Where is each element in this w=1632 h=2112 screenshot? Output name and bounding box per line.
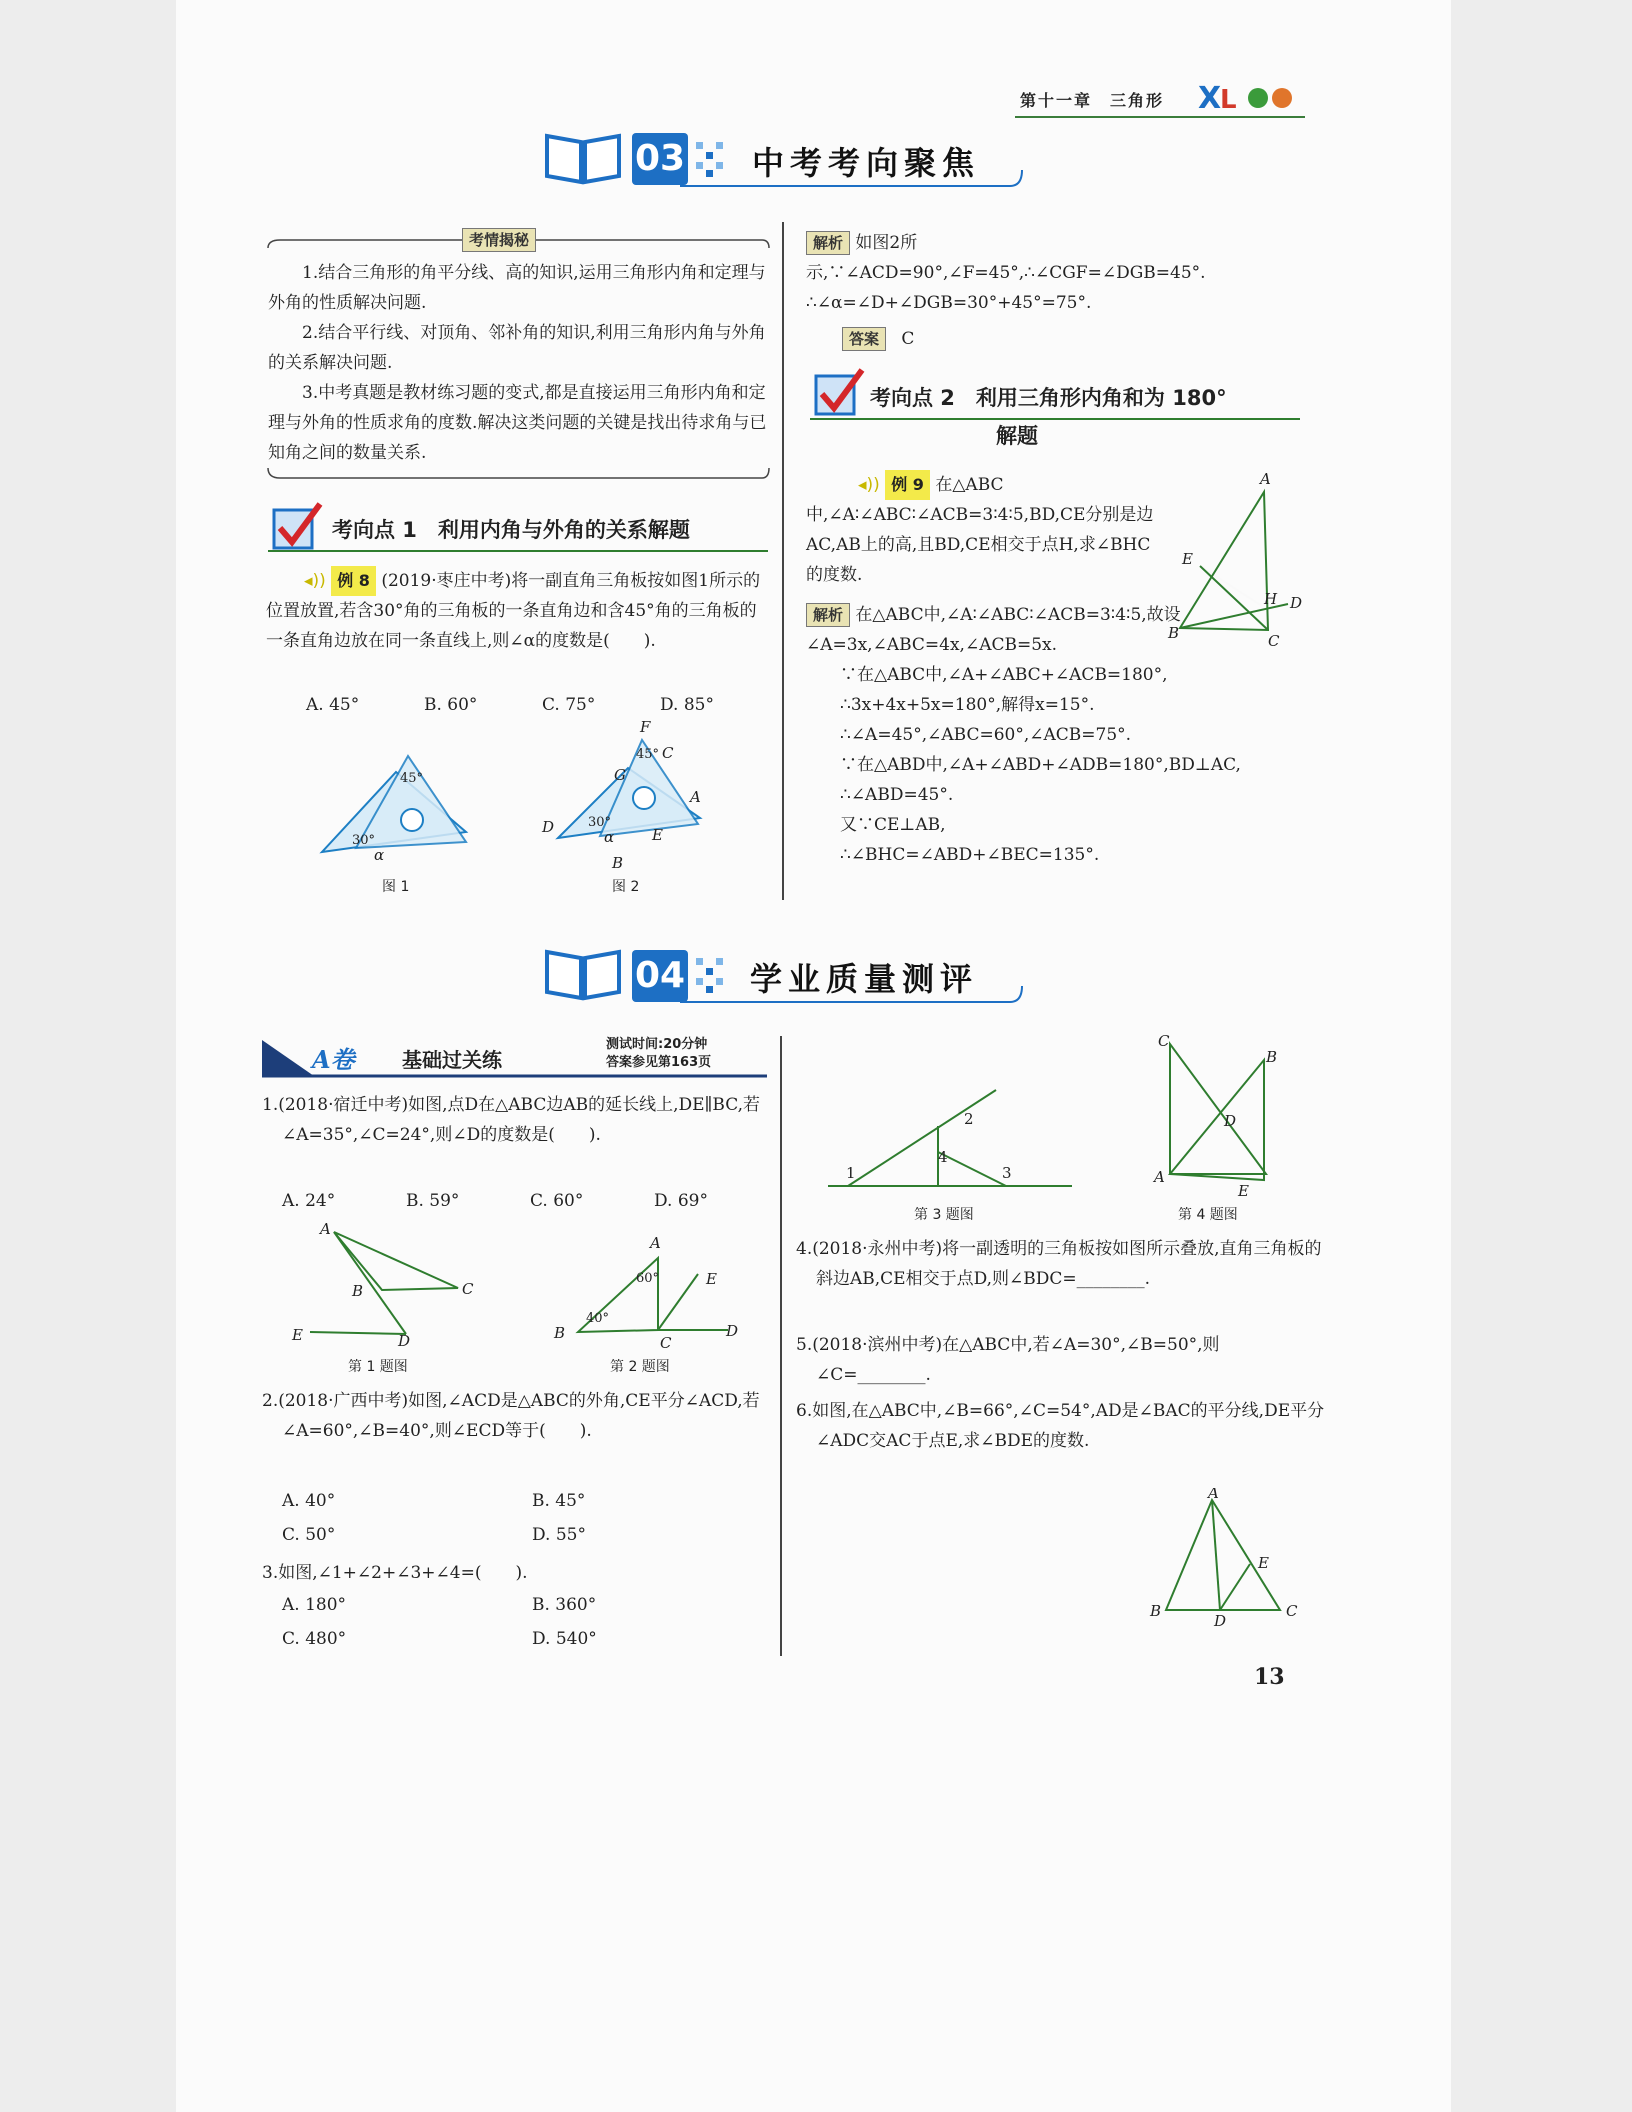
svg-text:D: D (1290, 594, 1303, 612)
choice: C. 60° (530, 1191, 584, 1211)
svg-text:E: E (706, 1270, 717, 1288)
svg-text:E: E (1182, 550, 1193, 568)
svg-text:A: A (1208, 1488, 1219, 1502)
secrets-item: 2.结合平行线、对顶角、邻补角的知识,利用三角形内角与外角的关系解决问题. (268, 323, 766, 373)
svg-text:D: D (1214, 1612, 1227, 1628)
svg-text:B: B (1266, 1048, 1278, 1066)
question-3-figure (826, 1082, 1076, 1192)
choice: A. 40° (282, 1491, 336, 1511)
svg-text:E: E (1238, 1182, 1249, 1200)
checkmark-icon (268, 500, 328, 552)
svg-text:3: 3 (1002, 1164, 1012, 1182)
book-icon (543, 130, 623, 186)
svg-text:D: D (1224, 1112, 1237, 1130)
analysis-line: ∴∠A=45°,∠ABC=60°,∠ACB=75°. (840, 725, 1132, 745)
question-2-choices (282, 1486, 742, 1550)
figure-2 (540, 718, 720, 873)
analysis-tag: 解析 (806, 603, 850, 627)
choice: A. 45° (306, 695, 360, 715)
svg-text:1: 1 (846, 1164, 856, 1182)
figure-2-caption: 图 2 (612, 879, 640, 895)
example-8 (266, 566, 772, 656)
question-1-figure (286, 1222, 476, 1347)
svg-text:B: B (554, 1324, 566, 1342)
svg-text:H: H (1264, 590, 1278, 608)
quiz-meta (606, 1036, 711, 1072)
svg-text:C: C (1286, 1602, 1298, 1620)
choice: D. 540° (532, 1629, 597, 1649)
page-number: 13 (1254, 1664, 1285, 1690)
example-9-analysis (806, 600, 1306, 870)
svg-text:30°: 30° (588, 815, 612, 830)
question-6: 6.如图,在△ABC中,∠B=66°,∠C=54°,AD是∠BAC的平分线,DE平分∠ADC交AC于点E,求∠BDE的度数. (796, 1401, 1325, 1451)
svg-text:E: E (1258, 1554, 1269, 1572)
kp1-rule (268, 550, 768, 552)
question-3-choices (282, 1590, 742, 1654)
choice: C. 480° (282, 1629, 347, 1649)
kp2-title-line2: 解题 (996, 424, 1038, 448)
quiz-time: 测试时间:20分钟 (606, 1037, 708, 1052)
example-8-text: (2019·枣庄中考)将一副直角三角板按如图1所示的位置放置,若含30°角的三角板的一条直角边和含45°角的三角板的一条直角边放在同一条直线上,则∠α的度数是( ). (266, 571, 761, 651)
analysis-line: ∴∠BHC=∠ABD+∠BEC=135°. (840, 845, 1100, 865)
question-2-figure (548, 1230, 748, 1350)
svg-text:A: A (1260, 470, 1271, 488)
sound-icon: ◂)) (304, 571, 326, 591)
question-4: 4.(2018·永州中考)将一副透明的三角板按如图所示叠放,直角三角板的斜边AB,CE相交于点D,则∠BDC=________. (796, 1239, 1322, 1289)
analysis-text: 如图2所示,∵∠ACD=90°,∠F=45°,∴∠CGF=∠DGB=45°. ∴∠α=∠D+∠DGB=30°+45°=75°. (806, 233, 1223, 313)
quiz-banner-prefix: A卷 (312, 1045, 355, 1074)
svg-text:A: A (1154, 1168, 1165, 1186)
choice: B. 45° (532, 1491, 586, 1511)
svg-text:E: E (292, 1326, 303, 1344)
svg-text:30°: 30° (352, 833, 376, 848)
svg-text:B: B (1150, 1602, 1162, 1620)
svg-text:45°: 45° (636, 747, 660, 762)
example-8-answer (842, 324, 914, 354)
svg-text:4: 4 (938, 1148, 948, 1166)
choice: D. 85° (660, 695, 714, 715)
quiz-banner-title: 基础过关练 (402, 1048, 502, 1072)
question-1-caption: 第 1 题图 (348, 1359, 408, 1375)
question-4-figure (1146, 1030, 1286, 1200)
chapter-header: 第十一章 三角形 (1020, 91, 1165, 110)
analysis-line: 在△ABC中,∠A∶∠ABC∶∠ACB=3∶4∶5,故设∠A=3x,∠ABC=4x,∠ACB=5x. (806, 605, 1181, 655)
choice: D. 55° (532, 1525, 586, 1545)
secrets-tag: 考情揭秘 (462, 228, 536, 252)
svg-text:X: X (1198, 81, 1222, 116)
choice: C. 50° (282, 1525, 336, 1545)
question-2: 2.(2018·广西中考)如图,∠ACD是△ABC的外角,CE平分∠ACD,若∠A=60°,∠B=40°,则∠ECD等于( ). (262, 1391, 760, 1441)
choice: B. 59° (406, 1191, 460, 1211)
svg-text:L: L (1220, 85, 1237, 115)
section-03-underline (680, 156, 1025, 190)
answer-value: C (901, 329, 915, 349)
section-04-title: 学业质量测评 (750, 960, 979, 998)
example-9-label: 例 9 (885, 470, 930, 500)
svg-text:60°: 60° (636, 1271, 660, 1286)
svg-text:C: C (660, 1334, 672, 1350)
kp1-title: 考向点 1 利用内角与外角的关系解题 (332, 518, 690, 542)
question-1-choices (282, 1186, 742, 1216)
question-5: 5.(2018·滨州中考)在△ABC中,若∠A=30°,∠B=50°,则∠C=________. (796, 1335, 1220, 1385)
kp2-rule (810, 418, 1300, 420)
question-2-caption: 第 2 题图 (610, 1359, 670, 1375)
analysis-line: ∵在△ABC中,∠A+∠ABC+∠ACB=180°, (840, 665, 1168, 685)
example-8-analysis (806, 228, 1306, 318)
svg-text:C: C (662, 744, 674, 762)
logo-icon (1198, 80, 1308, 116)
svg-text:C: C (462, 1280, 474, 1298)
column-divider (780, 1036, 782, 1656)
kp2-title: 考向点 2 利用三角形内角和为 180° (870, 386, 1227, 410)
svg-text:G: G (614, 766, 626, 784)
choice: B. 60° (424, 695, 478, 715)
choice: A. 180° (282, 1595, 347, 1615)
checkmark-icon (810, 366, 870, 418)
svg-text:A: A (650, 1234, 661, 1252)
section-04-number: 04 (632, 950, 688, 1002)
svg-text:A: A (320, 1222, 331, 1238)
secrets-item: 1.结合三角形的角平分线、高的知识,运用三角形内角和定理与外角的性质解决问题. (268, 263, 766, 313)
secrets-item: 3.中考真题是教材练习题的变式,都是直接运用三角形内角和定理与外角的性质求角的度数.解决这类问题的关键是找出待求角与已知角之间的数量关系. (268, 383, 767, 463)
secrets-list (268, 258, 768, 468)
question-3-caption: 第 3 题图 (914, 1207, 974, 1223)
svg-text:D: D (726, 1322, 739, 1340)
figure-1-caption: 图 1 (382, 879, 410, 895)
question-1: 1.(2018·宿迁中考)如图,点D在△ABC边AB的延长线上,DE∥BC,若∠A=35°,∠C=24°,则∠D的度数是( ). (262, 1095, 761, 1145)
figure-1 (316, 740, 486, 865)
svg-text:45°: 45° (400, 771, 424, 786)
analysis-line: ∴∠ABD=45°. (840, 785, 954, 805)
header-rule (1015, 116, 1305, 118)
svg-text:α: α (604, 828, 615, 846)
section-03-number: 03 (632, 133, 688, 185)
answer-tag: 答案 (842, 327, 886, 351)
svg-text:C: C (1268, 632, 1280, 650)
analysis-line: ∵在△ABD中,∠A+∠ABD+∠ADB=180°,BD⊥AC, (840, 755, 1241, 775)
svg-text:F: F (640, 718, 651, 736)
column-divider (782, 222, 784, 900)
example-8-label: 例 8 (331, 566, 376, 596)
example-8-choices (306, 690, 766, 720)
analysis-line: 又∵CE⊥AB, (840, 815, 946, 835)
svg-text:2: 2 (964, 1110, 974, 1128)
svg-text:D: D (398, 1332, 411, 1347)
example-9 (806, 470, 1162, 590)
choice: A. 24° (282, 1191, 336, 1211)
quiz-answer-ref: 答案参见第163页 (606, 1055, 712, 1070)
svg-text:α: α (374, 846, 385, 864)
question-3: 3.如图,∠1+∠2+∠3+∠4=( ). (262, 1563, 528, 1583)
svg-text:B: B (612, 854, 624, 872)
section-03-title: 中考考向聚焦 (752, 144, 981, 182)
choice: C. 75° (542, 695, 596, 715)
svg-text:D: D (542, 818, 555, 836)
svg-text:B: B (352, 1282, 364, 1300)
sound-icon: ◂)) (858, 475, 880, 495)
choice: D. 69° (654, 1191, 708, 1211)
analysis-line: ∴3x+4x+5x=180°,解得x=15°. (840, 695, 1095, 715)
example-9-text: 在△ABC中,∠A∶∠ABC∶∠ACB=3∶4∶5,BD,CE分别是边AC,AB上的高,且BD,CE相交于点H,求∠BHC的度数. (806, 475, 1154, 585)
svg-text:C: C (1158, 1032, 1170, 1050)
svg-text:E: E (652, 826, 663, 844)
section-04-underline (680, 972, 1025, 1006)
book-icon (543, 946, 623, 1002)
question-4-caption: 第 4 题图 (1178, 1207, 1238, 1223)
choice: B. 360° (532, 1595, 597, 1615)
analysis-tag: 解析 (806, 231, 850, 255)
svg-text:B: B (1168, 624, 1180, 642)
question-6-figure (1146, 1488, 1306, 1628)
svg-text:A: A (690, 788, 701, 806)
svg-text:40°: 40° (586, 1311, 610, 1326)
